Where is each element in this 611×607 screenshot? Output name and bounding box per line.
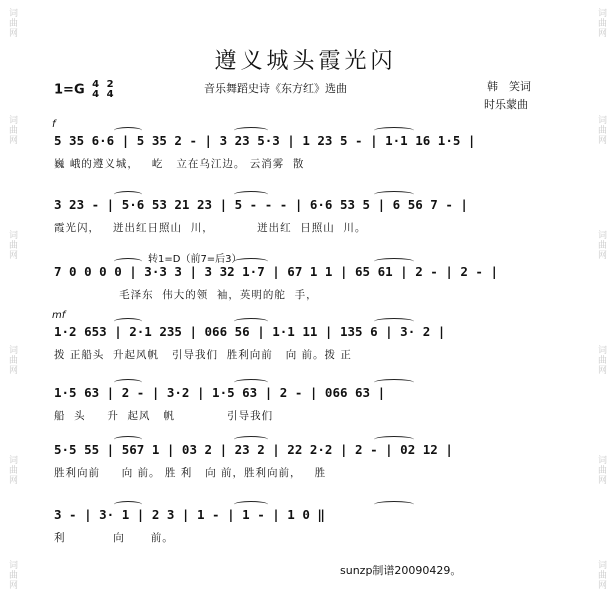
row-3-notes: 7 0 0 0 0 | 3·3 3 | 3 32 1·7 | 67 1 1 | 65 61 | 2 - | 2 - | [54, 264, 499, 279]
lyricist-credit: 韩 笑词 [487, 80, 531, 93]
key-signature [54, 80, 114, 100]
watermark-text: 词曲网 [596, 230, 606, 260]
key-label: 1=G [54, 82, 85, 98]
left-watermark-column [0, 0, 22, 607]
time-signature-2 [107, 80, 114, 100]
tie-arc [114, 379, 142, 386]
tie-arc [114, 127, 142, 134]
row-3-marker: 转1=D（前7=后3） [148, 254, 242, 265]
row-2-notes: 3 23 - | 5·6 53 21 23 | 5 - - - | 6·6 53 5 | 6 56 7 - | [54, 197, 468, 212]
row-2-lyrics: 霞光闪， 迸出红日照山 川， 迸出红 日照山 川。 [54, 222, 367, 234]
time-sig-2-top: 2 [106, 79, 114, 90]
watermark-text: 词曲网 [7, 8, 17, 38]
tie-arc [374, 436, 414, 443]
time-sig-1-bottom: 4 [92, 89, 100, 100]
row-4-lyrics: 拨 正船头 升起风帆 引导我们 胜利向前 向 前。拨 正 [54, 349, 352, 361]
tie-arc [234, 191, 268, 198]
tie-arc [114, 436, 142, 443]
song-title: 遵义城头霞光闪 [214, 49, 397, 74]
watermark-text: 词曲网 [7, 560, 17, 590]
watermark-text: 词曲网 [7, 115, 17, 145]
tie-arc [374, 127, 414, 134]
row-4-marker: mf [52, 310, 66, 321]
transcriber-credit: sunzp制谱20090429。 [340, 564, 462, 577]
tie-arc [114, 318, 142, 325]
time-sig-1-top: 4 [92, 79, 100, 90]
tie-arc [374, 379, 414, 386]
tie-arc [114, 501, 142, 508]
right-watermark-column [589, 0, 611, 607]
watermark-text: 词曲网 [7, 455, 17, 485]
tie-arc [234, 258, 268, 265]
row-1-lyrics: 巍 峨的遵义城， 屹 立在乌江边。 云消雾 散 [54, 158, 305, 170]
time-sig-2-bottom: 4 [106, 89, 114, 100]
watermark-text: 词曲网 [596, 8, 606, 38]
tie-arc [234, 318, 268, 325]
row-1-notes: 5 35 6·6 | 5 35 2 - | 3 23 5·3 | 1 23 5 - | 1·1 16 1·5 | [54, 133, 476, 148]
tie-arc [374, 258, 414, 265]
watermark-text: 词曲网 [7, 345, 17, 375]
row-7-lyrics: 利 向 前。 [54, 532, 174, 544]
row-3-lyrics: 毛泽东 伟大的领 袖，英明的舵 手， [54, 289, 318, 301]
tie-arc [234, 127, 268, 134]
composer-credit: 时乐蒙曲 [484, 98, 528, 111]
row-5-notes: 1·5 63 | 2 - | 3·2 | 1·5 63 | 2 - | 066 63 | [54, 385, 386, 400]
watermark-text: 词曲网 [596, 345, 606, 375]
tie-arc [234, 501, 268, 508]
time-signature-1 [92, 80, 99, 100]
watermark-text: 词曲网 [596, 560, 606, 590]
watermark-text: 词曲网 [596, 115, 606, 145]
tie-arc [114, 191, 142, 198]
tie-arc [114, 258, 142, 265]
row-4-notes: 1·2 653 | 2·1 235 | 066 56 | 1·1 11 | 135 6 | 3· 2 | [54, 324, 446, 339]
tie-arc [374, 191, 414, 198]
watermark-text: 词曲网 [596, 455, 606, 485]
tie-arc [234, 379, 268, 386]
row-5-lyrics: 船 头 升 起风 帆 引导我们 [54, 410, 274, 422]
watermark-text: 词曲网 [7, 230, 17, 260]
row-6-lyrics: 胜利向前 向 前。 胜 利 向 前，胜利向前， 胜 [54, 467, 327, 479]
subtitle: 音乐舞蹈史诗《东方红》选曲 [204, 82, 347, 95]
tie-arc [374, 501, 414, 508]
row-6-notes: 5·5 55 | 567 1 | 03 2 | 23 2 | 22 2·2 | 2 - | 02 12 | [54, 442, 453, 457]
tie-arc [234, 436, 268, 443]
row-1-marker: f [52, 119, 56, 130]
tie-arc [374, 318, 414, 325]
row-7-notes: 3 - | 3· 1 | 2 3 | 1 - | 1 - | 1 0 ‖ [54, 507, 325, 522]
